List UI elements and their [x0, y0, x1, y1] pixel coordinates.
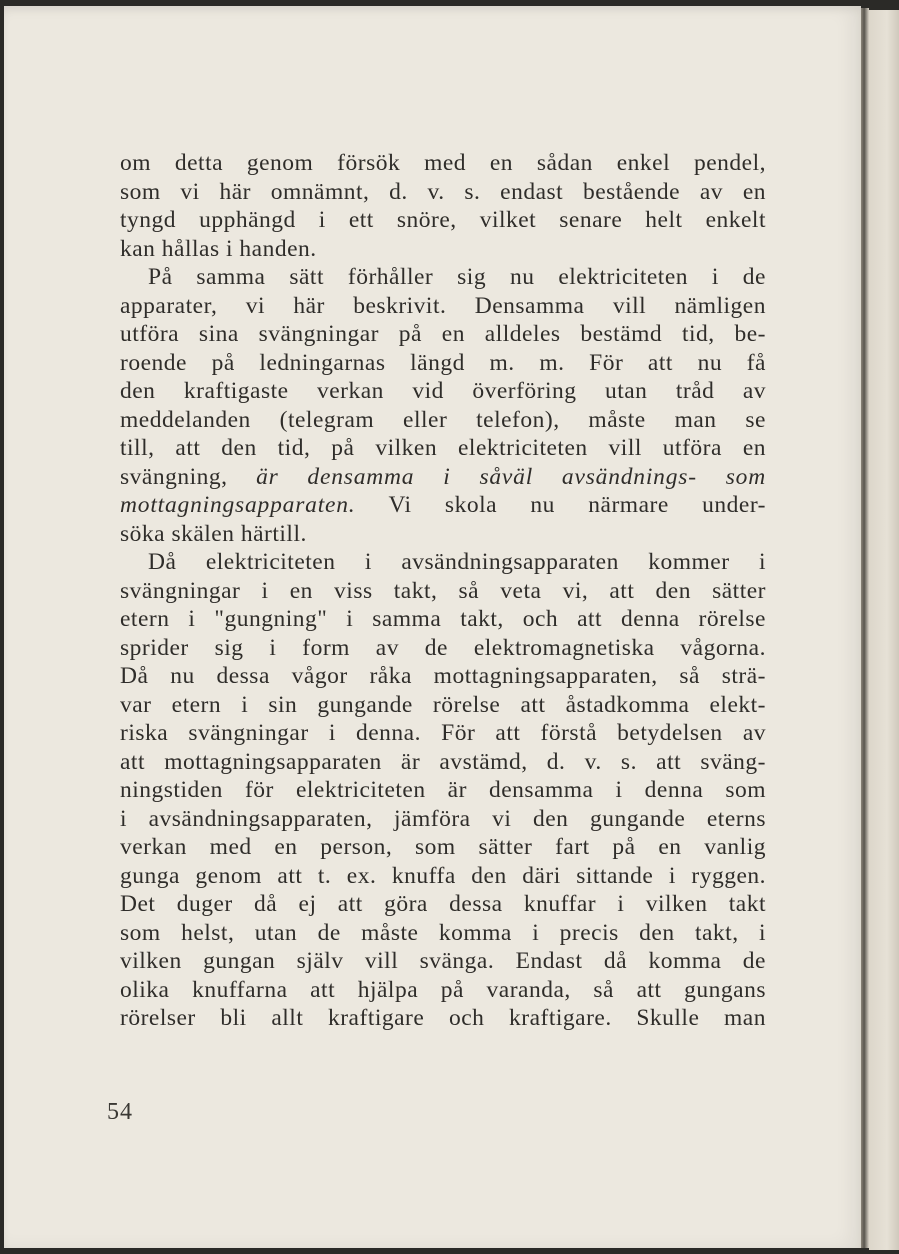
text-line: vilken gungan själv vill svänga. Endast då komma de — [120, 948, 766, 974]
text-line: rörelser bli allt kraftigare och kraftigare. Skulle man — [120, 1005, 766, 1031]
text-line: utföra sina svängningar på en alldeles bestämd tid, be- — [120, 321, 766, 347]
book-page — [4, 6, 861, 1248]
text-line: svängningar i en viss takt, så veta vi, att den sätter — [120, 577, 766, 604]
text-line: Då nu dessa vågor råka mottagningsapparaten, så strä- — [120, 663, 766, 689]
text-line: gunga genom att t. ex. knuffa den däri sittande i ryggen. — [120, 862, 766, 889]
text-line: roende på ledningarnas längd m. m. För att nu få — [120, 349, 766, 376]
text-line: Då elektriciteten i avsändningsapparaten kommer i — [148, 549, 766, 575]
italic-emphasis: är densamma i såväl avsändnings- som — [256, 463, 766, 490]
text-line: meddelanden (telegram eller telefon), måste man se — [120, 406, 766, 433]
text-line: tyngd upphängd i ett snöre, vilket senare helt enkelt — [120, 207, 766, 233]
facing-page-edge — [869, 10, 899, 1250]
text-line: den kraftigaste verkan vid överföring utan tråd av — [120, 378, 766, 404]
text-line: etern i "gungning" i samma takt, och att denna rörelse — [120, 606, 766, 632]
text-line: som helst, utan de måste komma i precis den takt, i — [120, 919, 766, 946]
text-line: söka skälen härtill. — [120, 520, 307, 547]
text-line-mixed — [120, 463, 766, 492]
text-line: att mottagningsapparaten är avstämd, d. v. s. att sväng- — [120, 748, 766, 775]
text-line: var etern i sin gungande rörelse att åstadkomma elekt- — [120, 691, 766, 718]
text-line: i avsändningsapparaten, jämföra vi den gungande eterns — [120, 805, 766, 832]
text-line: sprider sig i form av de elektromagnetiska vågorna. — [120, 634, 766, 661]
text-fragment: Vi skola nu närmare under- — [388, 492, 767, 518]
text-line: som vi här omnämnt, d. v. s. endast bestående av en — [120, 178, 766, 205]
text-line: kan hållas i handen. — [120, 235, 317, 262]
text-line: ningstiden för elektriciteten är densamma i denna som — [120, 777, 766, 803]
text-line: verkan med en person, som sätter fart på en vanlig — [120, 834, 766, 860]
text-line: om detta genom försök med en sådan enkel pendel, — [120, 150, 766, 176]
body-text — [120, 149, 766, 1033]
text-fragment: svängning, — [120, 463, 228, 490]
text-line: På samma sätt förhåller sig nu elektriciteten i de — [148, 264, 766, 290]
text-line: riska svängningar i denna. För att förstå betydelsen av — [120, 720, 766, 746]
text-line: till, att den tid, på vilken elektriciteten vill utföra en — [120, 435, 766, 461]
text-line: Det duger då ej att göra dessa knuffar i vilken takt — [120, 891, 766, 917]
page-number: 54 — [107, 1099, 133, 1125]
text-line: apparater, vi här beskrivit. Densamma vill nämligen — [120, 292, 766, 319]
italic-emphasis: mottagningsapparaten. — [120, 492, 356, 518]
book-gutter — [861, 8, 869, 1248]
text-line: olika knuffarna att hjälpa på varanda, så att gungans — [120, 976, 766, 1003]
text-line-mixed — [120, 491, 766, 520]
